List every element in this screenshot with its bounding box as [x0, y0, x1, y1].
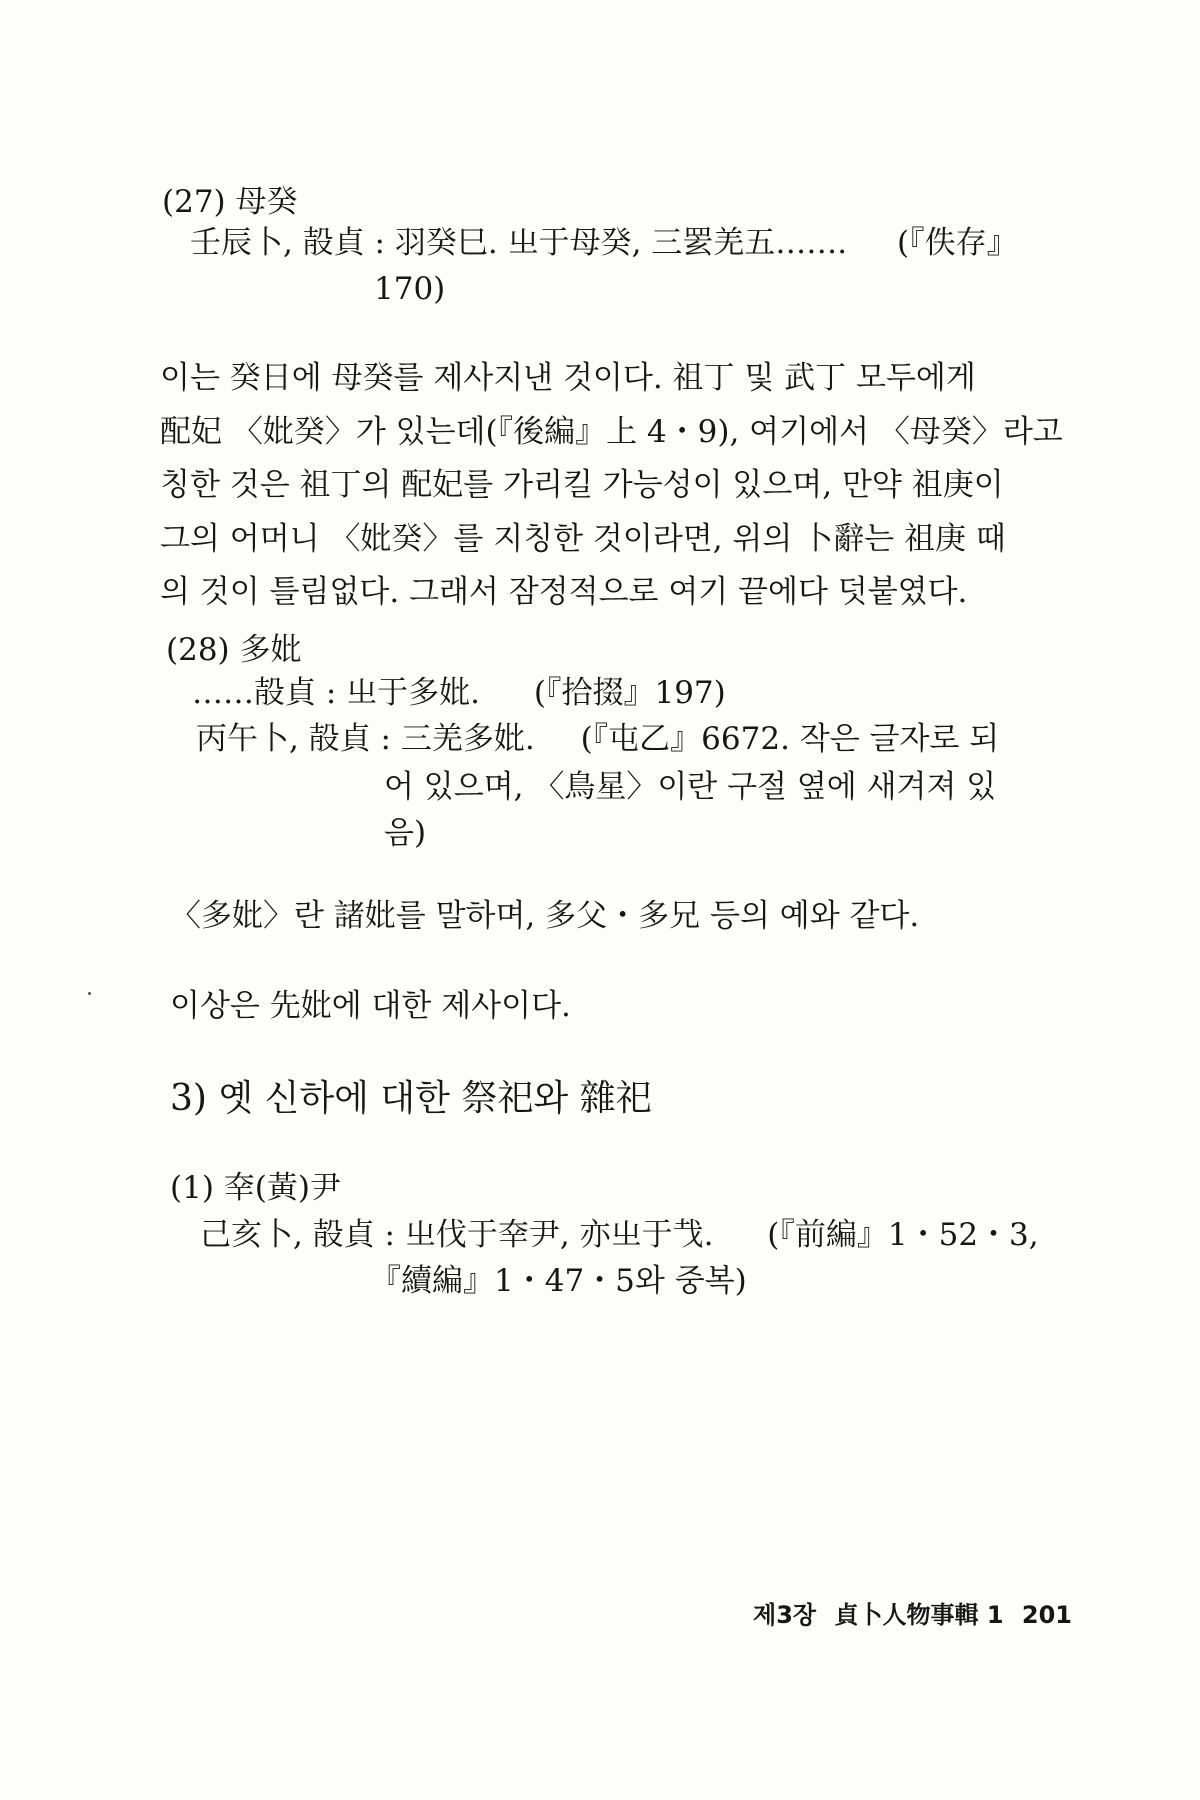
note-line: 〈多妣〉란 諸妣를 말하며, 多父・多兄 등의 예와 같다.	[170, 898, 920, 934]
inscription-line	[200, 1212, 1039, 1258]
inscription-line	[196, 716, 999, 762]
commentary-paragraph	[160, 352, 1063, 620]
inscription-continuation: 어 있으며, 〈鳥星〉이란 구절 옆에 새겨져 있	[384, 769, 997, 805]
inscription-source: (『前編』1・52・3,	[767, 1217, 1039, 1253]
section-heading: 3) 옛 신하에 대한 祭祀와 雜祀	[170, 1078, 652, 1119]
inscription-continuation: 음)	[384, 815, 427, 851]
inscription-text: 己亥卜, 㱿貞 : 㞢伐于㚔尹, 亦㞢于𢦏.	[200, 1217, 714, 1253]
inscription-continuation: 『續編』1・47・5와 중복)	[370, 1263, 747, 1299]
inscription-source: (『屯乙』6672. 작은 글자로 되	[580, 721, 1000, 757]
inscription-continuation: 170)	[374, 271, 446, 307]
inscription-source: (『拾掇』197)	[533, 675, 726, 711]
inscription-line	[192, 670, 726, 716]
footer-chapter: 제3장	[753, 1601, 817, 1629]
paragraph-line: 의 것이 틀림없다. 그래서 잠정적으로 여기 끝에다 덧붙였다.	[160, 574, 968, 610]
paragraph-line: 그의 어머니 〈妣癸〉를 지칭한 것이라면, 위의 卜辭는 祖庚 때	[160, 520, 1006, 557]
inscription-source: (『佚存』	[897, 225, 1018, 261]
page-number: 201	[1021, 1601, 1072, 1629]
running-footer	[743, 1598, 1072, 1632]
inscription-text: 壬辰卜, 㱿貞 : 羽癸巳. 㞢于母癸, 三䍗羌五…….	[190, 225, 848, 261]
entry-heading: (27) 母癸	[162, 184, 298, 220]
entry-heading: (1) 㚔(黃)尹	[170, 1170, 341, 1206]
inscription-text: 丙午卜, 㱿貞 : 三羌多妣.	[196, 721, 535, 757]
inscription-text: ……㱿貞 : 㞢于多妣.	[192, 675, 481, 711]
inscription-line	[190, 220, 1018, 266]
print-speck	[88, 992, 91, 995]
footer-title: 貞卜人物事輯 1	[834, 1601, 1004, 1629]
paragraph-line: 이는 癸日에 母癸를 제사지낸 것이다. 祖丁 및 武丁 모두에게	[160, 360, 976, 396]
paragraph-line: 配妃 〈妣癸〉가 있는데(『後編』上 4・9), 여기에서 〈母癸〉라고	[160, 413, 1063, 450]
paragraph-line: 칭한 것은 祖丁의 配妃를 가리킬 가능성이 있으며, 만약 祖庚이	[160, 467, 1004, 503]
entry-heading: (28) 多妣	[166, 632, 302, 668]
note-line: 이상은 先妣에 대한 제사이다.	[170, 988, 571, 1024]
